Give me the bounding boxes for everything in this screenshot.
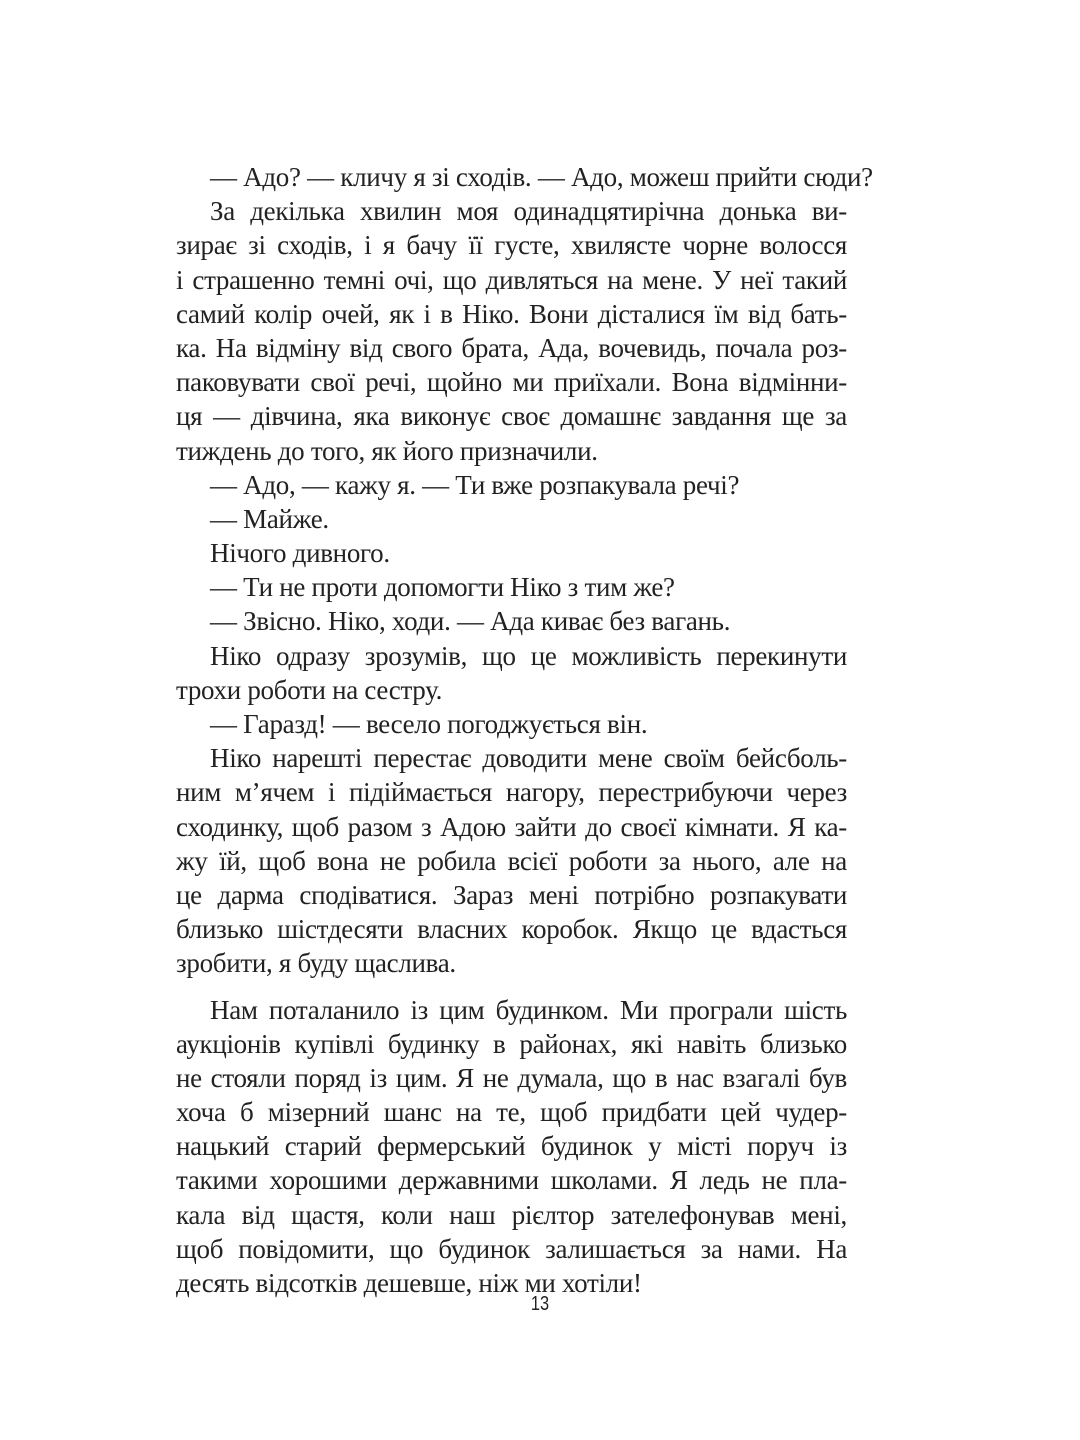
text-line: ка. На відміну від свого брата, Ада, вочевидь, почала роз-	[176, 332, 847, 363]
text-line: — Адо? — кличу я зі сходів. — Адо, можеш прийти сюди?	[210, 162, 873, 192]
body-text	[176, 160, 873, 1300]
text-line: Ніко одразу зрозумів, що це можливість перекинути	[210, 640, 847, 671]
text-line: сходинку, щоб разом з Адою зайти до своєї кімнати. Я ка-	[176, 811, 847, 842]
text-line: — Майже.	[210, 503, 329, 534]
text-line: це дарма сподіватися. Зараз мені потрібно розпакувати	[176, 879, 847, 910]
text-line: зирає зі сходів, і я бачу її густе, хвилясте чорне волосся	[176, 230, 847, 261]
text-line: — Гаразд! — весело погоджується він.	[210, 709, 648, 739]
text-line: Ніко нарешті перестає доводити мене своїм бейсболь-	[210, 743, 847, 774]
text-line: хоча б мізерний шанс на те, щоб придбати цей чудер-	[176, 1097, 847, 1128]
text-line: — Ти не проти допомогти Ніко з тим же?	[210, 572, 675, 603]
section-gap	[176, 981, 847, 993]
text-line: Нам поталанило із цим будинком. Ми програли шість	[210, 994, 847, 1025]
page-number: 13	[530, 1293, 550, 1315]
text-line: — Звісно. Ніко, ходи. — Ада киває без вагань.	[210, 606, 731, 637]
text-line: зробити, я буду щаслива.	[176, 948, 456, 979]
text-line: жу їй, щоб вона не робила всієї роботи за нього, але на	[176, 845, 847, 876]
text-line: За декілька хвилин моя одинадцятирічна донька ви-	[210, 196, 847, 227]
text-line: близько шістдесяти власних коробок. Якщо це вдасться	[176, 914, 847, 945]
text-line: ця — дівчина, яка виконує своє домашнє завдання ще за	[176, 401, 847, 432]
text-line: такими хорошими державними школами. Я ледь не пла-	[176, 1165, 847, 1196]
text-line: не стояли поряд із цим. Я не думала, що в нас взагалі був	[176, 1062, 847, 1093]
text-line: кала від щастя, коли наш рієлтор зателефонував мені,	[176, 1199, 847, 1230]
text-line: ним м’ячем і підіймається нагору, перестрибуючи через	[176, 777, 847, 808]
text-line: і страшенно темні очі, що дивляться на мене. У неї такий	[176, 264, 847, 295]
text-line: — Адо, — кажу я. — Ти вже розпакувала речі?	[210, 469, 740, 500]
text-line: десять відсотків дешевше, ніж ми хотіли!	[176, 1268, 642, 1298]
text-line: нацький старий фермерський будинок у місті поруч із	[176, 1131, 847, 1162]
text-line: Нічого дивного.	[210, 538, 390, 569]
text-line: тиждень до того, як його призначили.	[176, 435, 598, 466]
text-line: трохи роботи на сестру.	[176, 674, 443, 705]
text-line: аукціонів купівлі будинку в районах, які навіть близько	[176, 1028, 847, 1059]
text-line: щоб повідомити, що будинок залишається за нами. На	[176, 1233, 847, 1264]
text-line: паковувати свої речі, щойно ми приїхали. Вона відмінни-	[176, 367, 847, 398]
text-line: самий колір очей, як і в Ніко. Вони дісталися їм від бать-	[176, 298, 847, 329]
